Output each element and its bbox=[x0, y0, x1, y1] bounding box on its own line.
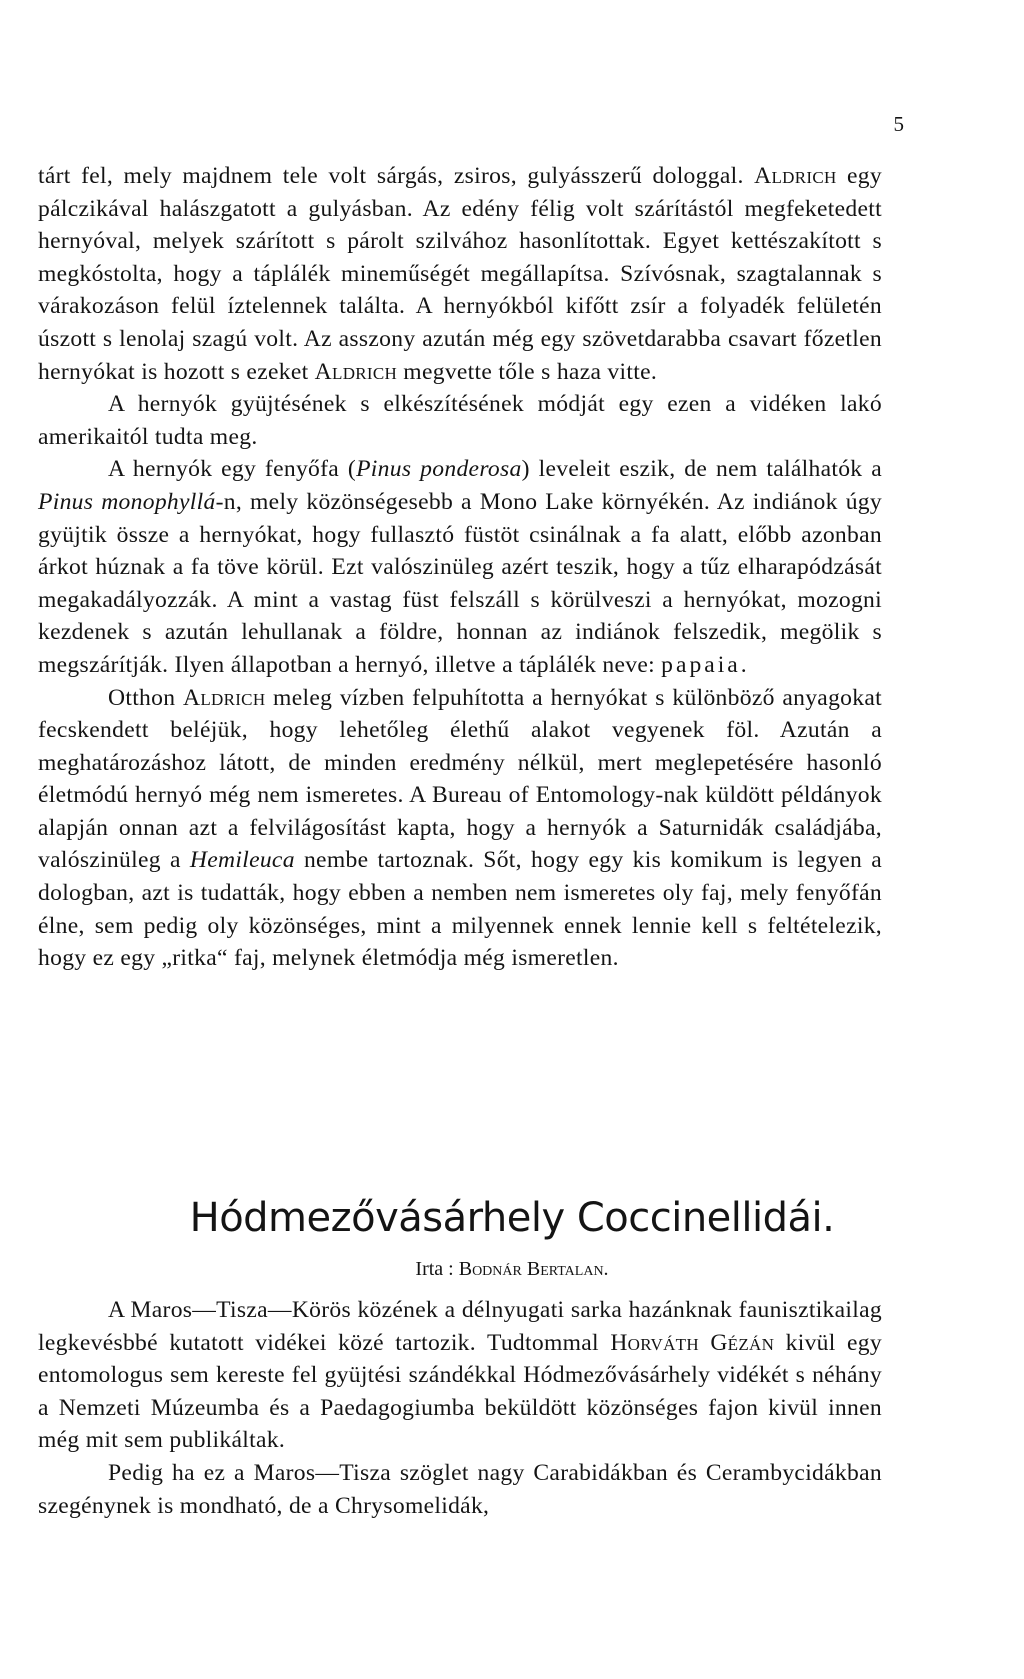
author-line: Irta : Bodnár Bertalan. bbox=[415, 1258, 609, 1280]
page-number: 5 bbox=[893, 112, 904, 136]
species-name: Pinus monophyllá bbox=[38, 488, 216, 515]
author-name: Aldrich bbox=[314, 358, 398, 385]
continuation-text bbox=[38, 160, 882, 975]
paragraph: A Maros—Tisza—Körös közének a délnyugati sarka hazánknak faunisztikailag legkevésbbé kutatott vidékei közé tartozik. Tudtommal Horváth Gézán kivül egy entomologus sem kereste fel gyüjtési szándékkal Hódmezővásárhely vidékét s néhány a Nemzeti Múzeumba és a Paedagogiumba beküldött közönséges fajon kivül innen még mit sem publikáltak. bbox=[38, 1297, 883, 1454]
article-title: Hódmezővásárhely Coccinellidái. bbox=[189, 1195, 835, 1241]
genus-name: Hemileuca bbox=[189, 847, 295, 874]
author-name: Horváth Gézán bbox=[610, 1329, 775, 1356]
paragraph: A hernyók gyüjtésének s elkészítésének módját egy ezen a vidéken lakó amerikaitól tudta meg. bbox=[38, 391, 882, 450]
article-text bbox=[38, 1294, 882, 1522]
author-name: Aldrich bbox=[754, 163, 837, 189]
paragraph: tárt fel, mely majdnem tele volt sárgás, zsiros, gulyásszerű dologgal. Aldrich egy pálczikával halászgatott a gulyásban. Az edény félig volt szárítástól megfeketedett hernyóval, melyek szárított s párolt szilvához hasonlítottak. Egyet kettészakított s megkóstolta, hogy a táplálék mineműségét megállapítsa. Szívósnak, szagtalannak s várakozáson felül íztelennek találta. A hernyókból kifőtt zsír a folyadék felületén úszott s lenolaj szagú volt. Az asszony azután még egy szövetdarabba csavart főzetlen hernyókat is hozott s ezeket Aldrich megvette tőle s haza vitte. bbox=[38, 163, 882, 385]
author-name: Bodnár Bertalan. bbox=[458, 1258, 609, 1280]
author-name: Aldrich bbox=[182, 684, 266, 711]
species-name: Pinus ponderosa bbox=[356, 456, 522, 483]
emphasized-word: papaia bbox=[661, 651, 741, 678]
paragraph: Pedig ha ez a Maros—Tisza szöglet nagy Carabidákban és Cerambycidákban szegénynek is mondható, de a Chrysomelidák, bbox=[38, 1459, 882, 1519]
paragraph: A hernyók egy fenyőfa (Pinus ponderosa) leveleit eszik, de nem találhatók a Pinus monophyllá-n, mely közönségesebb a Mono Lake környékén. Az indiánok úgy gyüjtik össze a hernyókat, hogy fullasztó füstöt csinálnak a fa alatt, előbb azonban árkot húznak a fa töve körül. Ezt valószinüleg azért teszik, hogy a tűz elharapódzását megakadályozzák. A mint a vastag füst felszáll s körülveszi a hernyókat, mozogni kezdenek s azután lehullanak a földre, honnan az indiánok felszedik, megölik s megszárítják. Ilyen állapotban a hernyó, illetve a táplálék neve: papaia. bbox=[38, 456, 882, 678]
paragraph: Otthon Aldrich meleg vízben felpuhította a hernyókat s különböző anyagokat fecskendett beléjük, hogy lehetőleg élethű alakot vegyenek föl. Azután a meghatározáshoz látott, de minden eredmény nélkül, mert meglepetésére hasonló életmódú hernyó még nem ismeretes. A Bureau of Entomology-nak küldött példányok alapján onnan azt a felvilágosítást kapta, hogy a hernyók a Saturnidák családjába, valószinüleg a Hemileuca nembe tartoznak. Sőt, hogy egy kis komikum is legyen a dologban, azt is tudatták, hogy ebben a nemben nem ismeretes oly faj, mely fenyőfán élne, sem pedig oly közönséges, mint a milyennek ennek lennie kell s feltételezik, hogy ez egy „ritka“ faj, melynek életmódja még ismeretlen. bbox=[38, 684, 882, 972]
